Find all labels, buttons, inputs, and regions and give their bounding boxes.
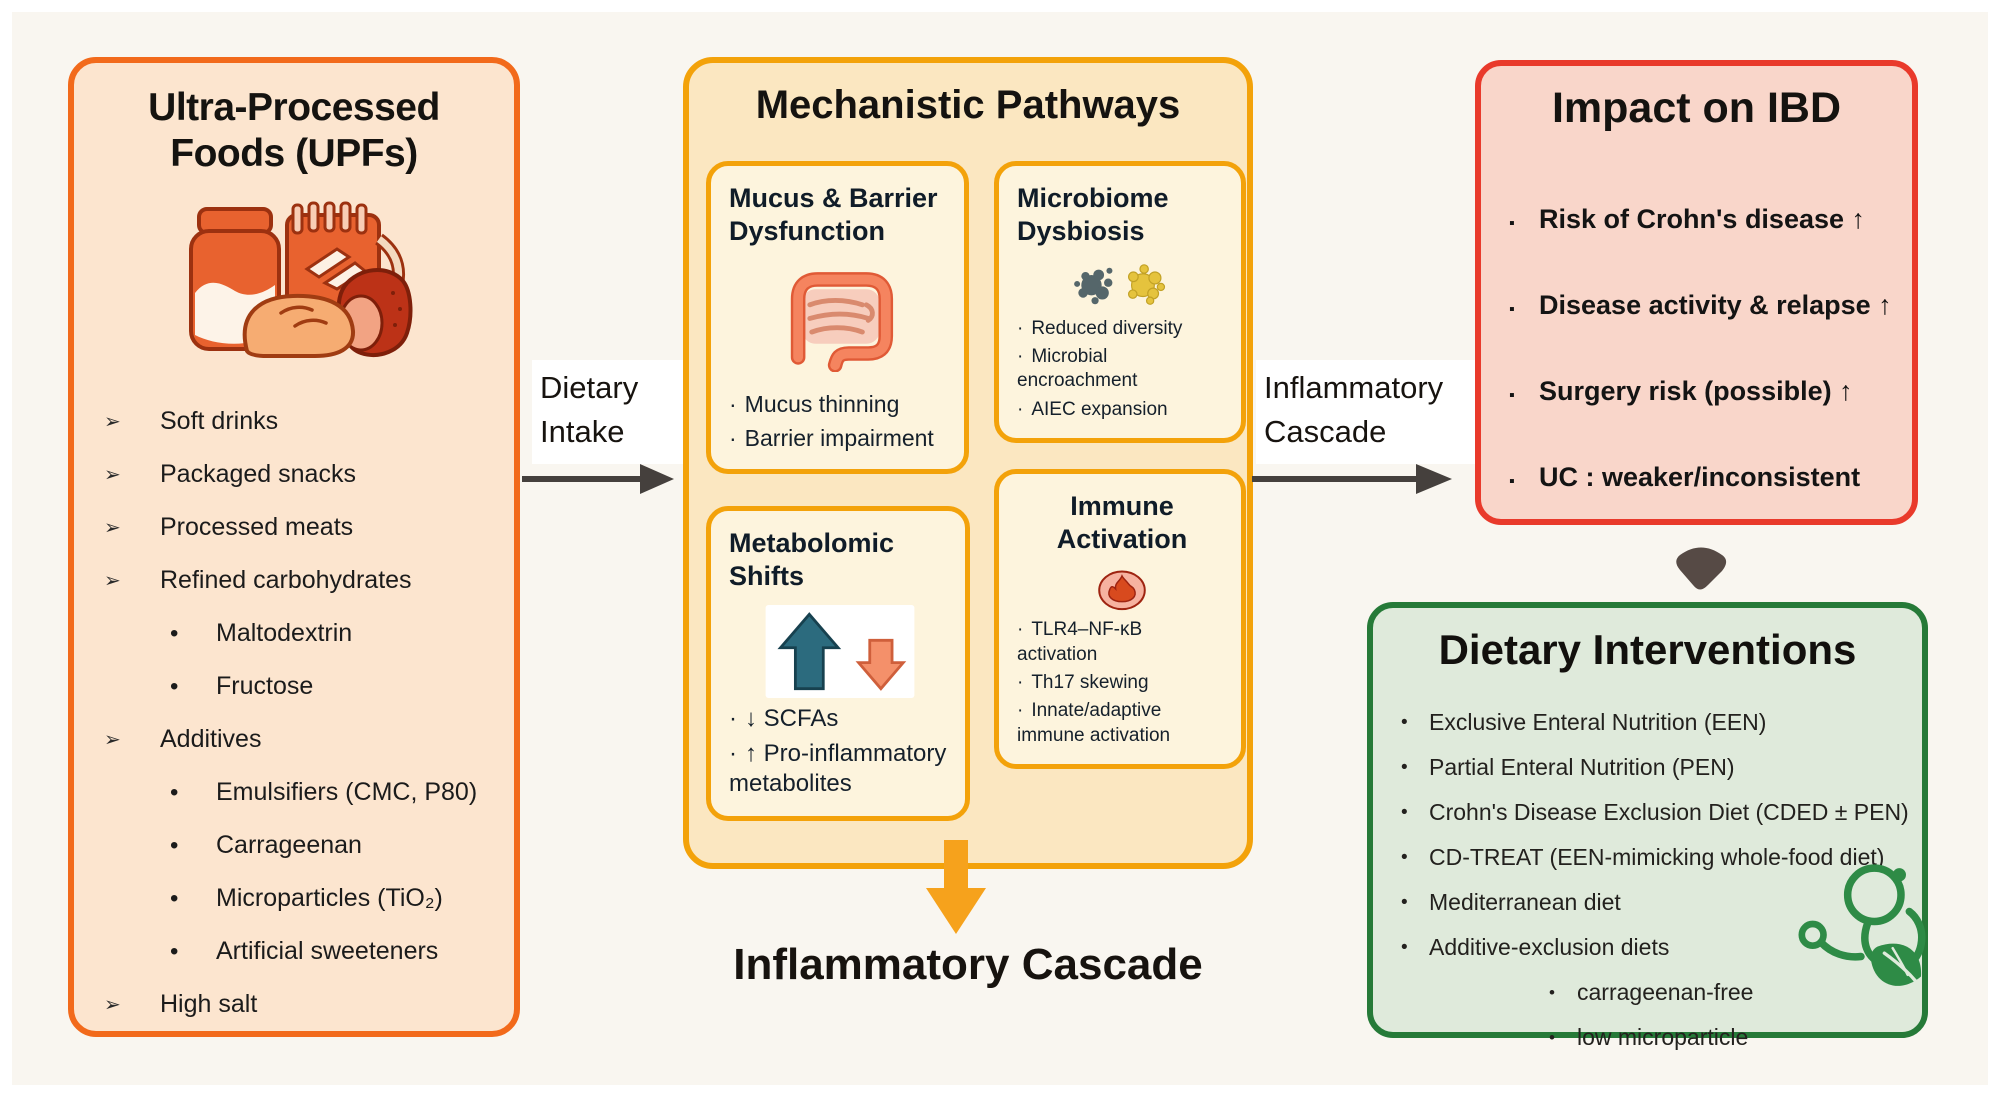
inflammatory-cascade-line2: Cascade xyxy=(1264,414,1387,449)
list-item-label: High salt xyxy=(160,990,258,1018)
mucus-barrier-title: Mucus & Barrier Dysfunction xyxy=(729,183,938,246)
bullet-icon: ▪ xyxy=(1509,215,1515,232)
upf-panel-title: Ultra-Processed Foods (UPFs) xyxy=(148,86,440,176)
bullet-icon: ➢ xyxy=(104,729,121,751)
list-item-label: Partial Enteral Nutrition (PEN) xyxy=(1429,754,1735,780)
microbiome-dysbiosis-title: Microbiome Dysbiosis xyxy=(1017,183,1169,246)
list-item xyxy=(74,713,514,766)
list-item xyxy=(74,395,514,448)
list-item-label: ↑ Pro-inflammatory metabolites xyxy=(729,739,947,798)
list-item-label: Surgery risk (possible) ↑ xyxy=(1539,376,1853,406)
list-item xyxy=(1401,790,1914,835)
cascade-down-arrow-icon xyxy=(924,840,988,934)
down-connector-icon xyxy=(1672,545,1730,593)
list-item-label: AIEC expansion xyxy=(1031,398,1168,420)
list-item-label: Microparticles (TiO₂) xyxy=(216,884,443,912)
processed-foods-icon xyxy=(169,191,419,371)
list-item xyxy=(74,872,514,925)
list-item-label: UC : weaker/inconsistent xyxy=(1539,462,1861,492)
list-item-label: Th17 skewing xyxy=(1031,672,1149,694)
list-item xyxy=(729,424,950,453)
interventions-panel-title: Dietary Interventions xyxy=(1438,626,1857,673)
mucus-barrier-box xyxy=(706,161,969,474)
dietary-interventions-panel xyxy=(1367,602,1928,1050)
list-item-label: Microbial encroachment xyxy=(1017,346,1138,392)
list-item-label: Fructose xyxy=(216,672,314,700)
bullet-icon: ➢ xyxy=(104,570,121,592)
list-item-label: Carrageenan xyxy=(216,831,362,859)
metabolomic-shifts-bullets xyxy=(729,704,951,804)
list-item xyxy=(74,501,514,554)
list-item xyxy=(74,607,514,660)
list-item xyxy=(1017,317,1227,341)
mucus-barrier-bullets xyxy=(729,390,950,457)
dietary-intake-line1: Dietary xyxy=(540,370,639,405)
inflammatory-cascade-line1: Inflammatory xyxy=(1264,370,1444,405)
list-item xyxy=(1509,290,1902,321)
list-item-label: Packaged snacks xyxy=(160,460,356,488)
dietary-intake-arrow-icon xyxy=(522,460,674,498)
list-item-label: Innate/adaptive immune activation xyxy=(1017,700,1171,746)
list-item-label: Crohn's Disease Exclusion Diet (CDED ± PEN) xyxy=(1429,799,1909,825)
bullet-icon: • xyxy=(1401,756,1408,778)
list-item-label: Mucus thinning xyxy=(744,391,900,418)
bullet-icon: · xyxy=(729,704,737,732)
list-item xyxy=(729,390,950,419)
list-item-label: CD-TREAT (EEN-mimicking whole-food diet) xyxy=(1429,844,1885,870)
list-item-label: Soft drinks xyxy=(160,407,279,435)
list-item-label: Refined carbohydrates xyxy=(160,566,412,594)
bullet-icon: • xyxy=(170,778,179,806)
list-item-label: ↓ SCFAs xyxy=(745,704,839,732)
bullet-icon: ➢ xyxy=(104,411,121,433)
impact-list xyxy=(1509,204,1902,548)
inflammatory-cascade-arrow-icon xyxy=(1252,460,1452,498)
bullet-icon: · xyxy=(1017,672,1024,694)
list-item-label: Maltodextrin xyxy=(216,619,353,647)
list-item xyxy=(729,704,951,735)
bullet-icon: ▪ xyxy=(1509,301,1515,318)
list-item-label: Barrier impairment xyxy=(744,424,934,451)
inflammatory-cascade-label xyxy=(1256,360,1486,464)
bullet-icon: · xyxy=(1017,317,1024,339)
list-item xyxy=(1509,462,1902,493)
bullet-icon: · xyxy=(729,739,737,767)
bullet-icon: · xyxy=(1017,398,1024,420)
list-item xyxy=(1017,699,1227,748)
intestine-icon xyxy=(776,260,904,372)
microbiome-dysbiosis-box xyxy=(994,161,1246,443)
immune-activation-title: Immune Activation xyxy=(1056,491,1188,554)
bullet-icon: • xyxy=(170,831,179,859)
list-item-label: TLR4–NF-κB activation xyxy=(1017,619,1143,665)
microbes-icon xyxy=(1042,260,1202,311)
mechanistic-pathways-panel xyxy=(683,57,1253,869)
list-item-label: Additive-exclusion diets xyxy=(1429,934,1670,960)
list-item-label: Emulsifiers (CMC, P80) xyxy=(216,778,478,806)
bullet-icon: · xyxy=(1017,346,1024,368)
bullet-icon: • xyxy=(170,937,179,965)
bullet-icon: ➢ xyxy=(104,464,121,486)
stethoscope-leaf-icon xyxy=(1791,854,1941,1014)
upf-list xyxy=(74,395,514,1031)
list-item xyxy=(1509,376,1902,407)
impact-on-ibd-panel xyxy=(1475,60,1918,525)
list-item xyxy=(74,660,514,713)
list-item-label: Disease activity & relapse ↑ xyxy=(1539,290,1892,320)
list-item xyxy=(74,448,514,501)
inflammatory-cascade-caption: Inflammatory Cascade xyxy=(733,940,1203,989)
list-item xyxy=(74,819,514,872)
metabolomic-shifts-title: Metabolomic Shifts xyxy=(729,528,895,591)
bullet-icon: · xyxy=(1017,619,1024,641)
list-item xyxy=(1401,1015,1914,1060)
bullet-icon: • xyxy=(1549,1027,1555,1047)
up-down-arrows-icon xyxy=(764,605,916,698)
flame-icon xyxy=(1068,568,1176,613)
immune-activation-bullets xyxy=(1017,618,1227,752)
bullet-icon: ➢ xyxy=(104,994,121,1016)
list-item xyxy=(729,739,951,800)
immune-activation-box xyxy=(994,469,1246,769)
list-item-label: Additives xyxy=(160,725,262,753)
dietary-intake-line2: Intake xyxy=(540,414,625,449)
list-item xyxy=(1017,618,1227,667)
bullet-icon: • xyxy=(1401,846,1408,868)
list-item-label: Mediterranean diet xyxy=(1429,889,1621,915)
bullet-icon: • xyxy=(1549,982,1555,1002)
list-item-label: Processed meats xyxy=(160,513,354,541)
bullet-icon: • xyxy=(170,672,179,700)
bullet-icon: · xyxy=(1017,700,1024,722)
bullet-icon: ▪ xyxy=(1509,387,1515,404)
metabolomic-shifts-box xyxy=(706,506,970,821)
list-item xyxy=(74,925,514,978)
bullet-icon: • xyxy=(1401,801,1408,823)
list-item xyxy=(1017,671,1227,695)
list-item xyxy=(74,766,514,819)
list-item xyxy=(1401,745,1914,790)
bullet-icon: • xyxy=(1401,891,1408,913)
list-item xyxy=(1017,345,1227,394)
upf-panel xyxy=(68,57,520,1037)
list-item xyxy=(74,554,514,607)
bullet-icon: • xyxy=(1401,936,1408,958)
list-item-label: low microparticle xyxy=(1577,1024,1749,1050)
bullet-icon: · xyxy=(729,391,737,418)
list-item xyxy=(1509,204,1902,235)
bullet-icon: • xyxy=(1401,711,1408,733)
microbiome-dysbiosis-bullets xyxy=(1017,317,1227,426)
list-item-label: Reduced diversity xyxy=(1031,317,1183,339)
list-item xyxy=(1401,700,1914,745)
list-item xyxy=(1017,398,1227,422)
bullet-icon: · xyxy=(729,424,737,451)
list-item-label: Artificial sweeteners xyxy=(216,937,439,965)
dietary-intake-label xyxy=(532,360,688,464)
bullet-icon: ➢ xyxy=(104,517,121,539)
mechanistic-panel-title: Mechanistic Pathways xyxy=(755,83,1181,127)
list-item-label: Risk of Crohn's disease ↑ xyxy=(1539,204,1866,234)
list-item-label: Exclusive Enteral Nutrition (EEN) xyxy=(1429,709,1767,735)
bullet-icon: • xyxy=(170,619,179,647)
bullet-icon: • xyxy=(170,884,179,912)
impact-panel-title: Impact on IBD xyxy=(1551,84,1842,132)
bullet-icon: ▪ xyxy=(1509,473,1515,490)
list-item xyxy=(74,978,514,1031)
list-item-label: carrageenan-free xyxy=(1577,979,1754,1005)
